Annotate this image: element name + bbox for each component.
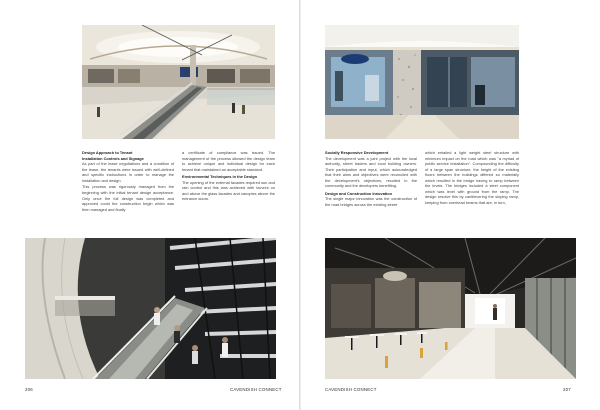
- body-paragraph: The opening of the external facades required sun and rain control and this was achieved with louvres on and above the glass facades and canopies above the entrance doors.: [182, 179, 275, 202]
- left-page: [0, 0, 299, 410]
- body-paragraph: a certificate of compliance was issued. The management of the process allowed the design team to achieve unique and individual design for each tenant that maintained an acceptable standard.: [182, 150, 275, 172]
- page-number-right: 207: [563, 387, 571, 392]
- section-heading: Socially Responsive Development: [325, 150, 389, 155]
- body-paragraph: This process was rigorously managed from the beginning with the initial tenant design acceptance. Only once the full design was completed and approved could the construction begin which was then managed and finally: [82, 184, 174, 212]
- mall-atrium-photo: [82, 25, 275, 139]
- section-subheading: Installation Controls and Signage: [82, 155, 144, 161]
- body-paragraph: The development was a joint project with the local authority, street traders and local building owners. Their participation and input, which acknowledged that their aims and objectives were reconciled with the development's objectives, resulted in the community and the developers benefiting.: [325, 155, 417, 189]
- section-heading: Environmental Techniques in the Design: [182, 174, 257, 180]
- page-number-left: 206: [25, 387, 33, 392]
- body-paragraph: The single major innovation was the construction of the road bridges across the existing street: [325, 196, 417, 207]
- storefront-entrance-photo: [325, 25, 519, 139]
- right-page: [301, 0, 600, 410]
- left-text-column-2: [182, 150, 275, 203]
- right-text-column-2: [425, 150, 519, 207]
- running-footer-right: CAVENDISH CONNECT: [325, 387, 377, 392]
- body-paragraph: which entailed a light weight steel structure with minimum impact on the road which was "a myriad of public service installation". Compounding the difficulty of a large span structure, the height of the existing floors between the buildings differed so materially which resulted in the bridge having to ramp between the levels. The bridges included a steel component which was level with ground from the ramp. The design resolve this by cantilevering the sloping ramp, keeping from overhead beams that are, in turn,: [425, 150, 519, 205]
- covered-walkway-photo: [325, 238, 576, 379]
- escalator-canopy-photo: [25, 238, 276, 379]
- section-heading: Design Approach to Tenant: [82, 150, 133, 155]
- body-paragraph: As part of the lease negotiations and a condition of the lease, the tenants were issued with well-defined and specific instructions in order to manage the installation and design.: [82, 161, 174, 183]
- left-text-column-1: [82, 150, 174, 213]
- section-heading: Design and Construction Innovation: [325, 190, 393, 196]
- running-footer-left: CAVENDISH CONNECT: [230, 387, 282, 392]
- right-text-column-1: [325, 150, 417, 209]
